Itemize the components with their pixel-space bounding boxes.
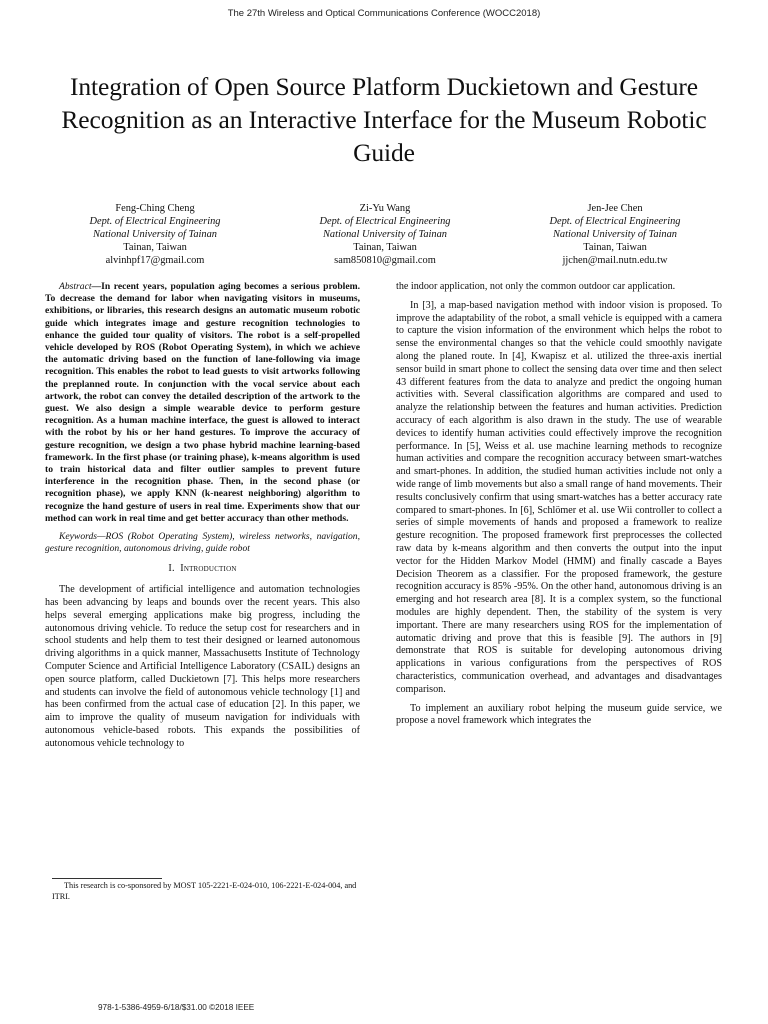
section-heading-introduction bbox=[45, 563, 360, 576]
author-city: Tainan, Taiwan bbox=[353, 242, 417, 253]
paragraph-continued: the indoor application, not only the common outdoor car application. bbox=[396, 281, 676, 292]
author-univ: National University of Tainan bbox=[322, 229, 448, 240]
author-name: Feng-Ching Cheng bbox=[115, 203, 195, 214]
keywords: Keywords—ROS (Robot Operating System), wireless networks, navigation, gesture recognition, autonomous driving, guide robot bbox=[45, 531, 360, 555]
author-email: alvinhpf17@gmail.com bbox=[105, 255, 205, 266]
author-email: jjchen@mail.nutn.edu.tw bbox=[562, 255, 668, 266]
author-name: Zi-Yu Wang bbox=[359, 203, 411, 214]
author-city: Tainan, Taiwan bbox=[123, 242, 187, 253]
intro-paragraph: The development of artificial intelligence and automation technologies has been advancing by leaps and bounds over the recent years. This also helps several emerging applications make big progress, including the autonomous driving vehicle. To reduce the setup cost for researchers and in school students and help them to test their designed or learned autonomous driving algorithms in a quick manner, Massachusetts Institute of Technology Computer Science and Artificial Intelligence Laboratory (CSAIL) designs an open source platform, called Duckietown [7]. This helps more researchers and students can involve the field of autonomous vehicle technology [1] and has been confirmed from the actual case of education [2]. In this paper, we aim to improve the quality of museum navigation for individuals with autonomous vehicle-based robots. This expands the possibilities of autonomous vehicle technology to bbox=[45, 584, 360, 749]
author-univ: National University of Tainan bbox=[552, 229, 678, 240]
author-1 bbox=[40, 202, 270, 267]
author-block bbox=[40, 202, 730, 272]
proposal-paragraph: To implement an auxiliary robot helping the museum guide service, we propose a novel framework which integrates the bbox=[396, 702, 722, 727]
abstract-label: Abstract bbox=[59, 281, 92, 292]
author-dept: Dept. of Electrical Engineering bbox=[549, 216, 681, 227]
author-dept: Dept. of Electrical Engineering bbox=[89, 216, 221, 227]
conference-header: The 27th Wireless and Optical Communications Conference (WOCC2018) bbox=[227, 8, 541, 19]
section-number: I. bbox=[168, 563, 175, 575]
author-dept: Dept. of Electrical Engineering bbox=[319, 216, 451, 227]
copyright-line: 978-1-5386-4959-6/18/$31.00 ©2018 IEEE bbox=[98, 1003, 255, 1012]
related-work-paragraph: In [3], a map-based navigation method with indoor vision is proposed. To improve the adaptability of the robot, a small vehicle is equipped with a camera to capture the vision information of the environment which helps the robot to sense the environmental changes so that the vehicle could smoothly navigate along the planed route. In [4], Kwapisz et al. utilized the three-axis inertial sensor build in smart phone to collect the sensing data over time and then select 43 different features from the data to analyze and predict the ongoing human activities with. Several classification algorithms are compared and used to analyze the relationship between the features and human activities. Prediction accuracy of each algorithm is also drawn in the study. The use of wearable devices to identify human activities could effectively improve the recognition performance. In [5], Weiss et al. use machine learning methods to recognize human activities and compare the recognition accuracy between smart-watches and smart-phones. In addition, the studied human activities include not only a wide range of limb movements but also a small range of hand movements. Their results conclusively confirm that using smart-watches has a better accuracy rate compared to smart-phones. In [6], Schlömer et al. use Wii controller to collect a series of simple movements of hands and proposed a framework to realize gesture recognition. The proposed framework first preprocesses the collected raw data by k-means algorithm and then converts the output into the input vector for the Hidden Markov Model (HMM) and finally cascade a Bayes Decision Theorem as a classifier. For the proposed framework, the gesture recognition accuracy is 85% -95%. On the other hand, autonomous driving is an emerging and hot research area [8]. It is a complex system, so the functional modules are highly dependent. Then, the stability of the system is very important. There are many researchers using ROS for the implementation of automatic driving and prove that this is feasible [9]. The authors in [9] demonstrate that ROS is suitable for developing autonomous driving applications in various configurations from the perspectives of ROS characteristics, communication overhead, and advantages and disadvantages comparison. bbox=[396, 299, 722, 695]
abstract bbox=[45, 281, 360, 525]
left-column bbox=[45, 281, 360, 757]
footnote-rule bbox=[52, 878, 162, 879]
author-univ: National University of Tainan bbox=[92, 229, 218, 240]
author-name: Jen-Jee Chen bbox=[587, 203, 643, 214]
abstract-text: —In recent years, population aging becomes a serious problem. To decrease the demand for labor when navigating visitors in museums, exhibitions, or libraries, this research designs an automatic museum robotic guide which integrates image and gesture recognition technologies to enhance the guided tour quality of visitors. The robot is a self-propelled vehicle developed by ROS (Robot Operating System), in which we achieve the automatic driving based on the function of lane-following via image recognition. This enables the robot to lead guests to visit artworks following the preplanned route. In conjunction with the vocal service about each artwork, the robot can convey the detailed description of the artwork to the guest. We also design a simple wearable device to perform gesture recognition. As a human machine interface, the guest is allowed to interact with the robot by his or her hand gestures. To improve the accuracy of gesture recognition, we design a two phase hybrid machine learning-based framework. In the first phase (or training phase), k-means algorithm is used to train historical data and filter outlier samples to prevent future interference in the recognition phase. Then, in the second phase (or recognition phase), we apply KNN (k-nearest neighboring) algorithm to recognize the hand gesture of users in real time. Experiments show that our method can work in real time and get better accuracy than other methods. bbox=[45, 281, 360, 524]
right-column bbox=[396, 281, 722, 734]
author-city: Tainan, Taiwan bbox=[583, 242, 647, 253]
author-email: sam850810@gmail.com bbox=[334, 255, 436, 266]
funding-footnote: This research is co-sponsored by MOST 105-2221-E-024-010, 106-2221-E-024-004, and ITRI. bbox=[52, 881, 357, 901]
author-3 bbox=[500, 202, 730, 267]
paper-title: Integration of Open Source Platform Duckietown and Gesture Recognition as an Interactive Interface for the Museum Robotic Guide bbox=[61, 72, 707, 167]
author-2 bbox=[270, 202, 500, 267]
section-title: Introduction bbox=[180, 563, 237, 575]
